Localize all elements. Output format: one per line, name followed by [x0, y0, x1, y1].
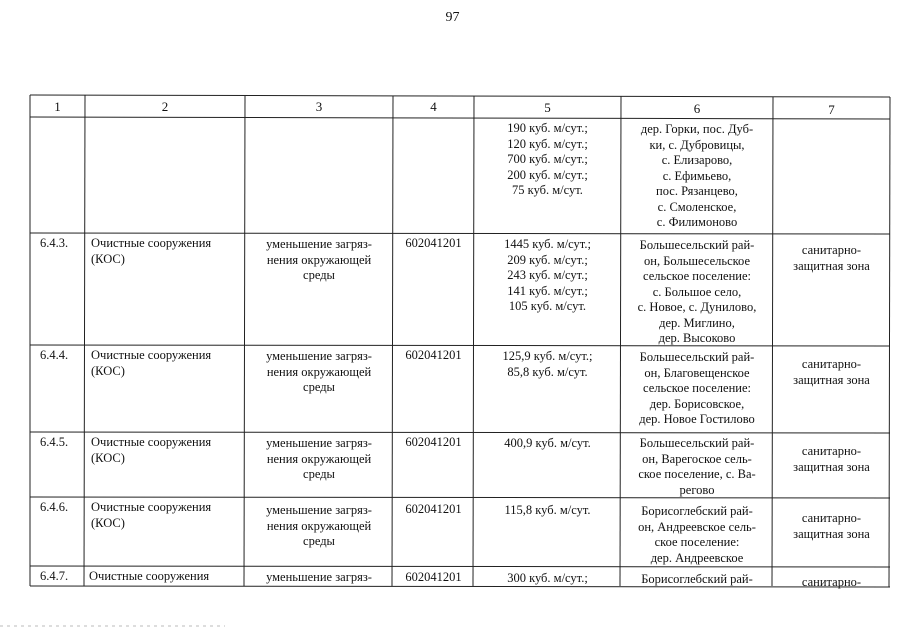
- table-cell-location: дер. Горки, пос. Дуб- ки, с. Дубровицы, с. Елизарово, с. Ефимьево, пос. Рязанцево, с. Смоленское, с. Филимоново: [640, 122, 754, 229]
- table-cell-name: Очистные сооружения (КОС): [91, 500, 212, 530]
- table-cell-capacity: 125,9 куб. м/сут.; 85,8 куб. м/сут.: [502, 349, 593, 379]
- table-cell-purpose: уменьшение загряз- нения окружающей среды: [266, 237, 372, 282]
- table-cell-zone: санитарно- защитная зона: [793, 357, 870, 387]
- table-cell-code: 602041201: [405, 348, 462, 362]
- header-col-3: 3: [315, 99, 323, 114]
- table-cell-location: Большесельский рай- он, Большесельское сельское поселение: с. Большое село, с. Новое, с. Дунилово, дер. Миглино, дер. Высоково: [637, 238, 757, 345]
- table-cell-zone: санитарно-: [801, 575, 862, 589]
- table-cell-code: 602041201: [405, 570, 462, 584]
- table-cell-location: Большесельский рай- он, Благовещенское сельское поселение: дер. Борисовское, дер. Новое Гостилово: [639, 350, 755, 426]
- table-cell-capacity: 300 куб. м/сут.;: [507, 571, 588, 585]
- table-cell-purpose: уменьшение загряз- нения окружающей среды: [266, 503, 372, 548]
- table-cell-num: 6.4.6.: [40, 500, 69, 514]
- table-cell-capacity: 400,9 куб. м/сут.: [504, 436, 591, 450]
- table-cell-code: 602041201: [405, 236, 462, 250]
- table-cell-capacity: 190 куб. м/сут.; 120 куб. м/сут.; 700 куб. м/сут.; 200 куб. м/сут.; 75 куб. м/сут.: [507, 121, 588, 197]
- table-cell-location: Большесельский рай- он, Варегоское сель- ское поселение, с. Ва- регово: [638, 436, 756, 497]
- header-col-2: 2: [161, 99, 169, 114]
- header-col-7: 7: [828, 102, 835, 117]
- header-col-1: 1: [54, 99, 61, 114]
- table-cell-location: Борисоглебский рай- он, Андреевское сель- ское поселение: дер. Андреевское: [638, 504, 756, 565]
- table-cell-name: Очистные сооружения (КОС): [91, 435, 212, 465]
- table-cell-name: Очистные сооружения: [89, 569, 210, 583]
- table-cell-num: 6.4.3.: [40, 236, 69, 250]
- table-cell-zone: санитарно- защитная зона: [793, 243, 870, 273]
- table-cell-num: 6.4.4.: [40, 348, 69, 362]
- table-cell-location: Борисоглебский рай-: [641, 572, 753, 586]
- table-cell-purpose: уменьшение загряз- нения окружающей среды: [266, 436, 372, 481]
- table-cell-num: 6.4.5.: [40, 435, 69, 449]
- table-cell-name: Очистные сооружения (КОС): [91, 348, 212, 378]
- table-cell-purpose: уменьшение загряз-: [266, 570, 372, 584]
- table-cell-name: Очистные сооружения (КОС): [91, 236, 212, 266]
- table-cell-num: 6.4.7.: [40, 569, 69, 583]
- page-number: 97: [445, 10, 460, 25]
- table-cell-zone: санитарно- защитная зона: [793, 444, 870, 474]
- table-cell-code: 602041201: [405, 435, 462, 449]
- header-col-5: 5: [544, 100, 551, 115]
- table-cell-capacity: 115,8 куб. м/сут.: [504, 503, 591, 517]
- table-cell-purpose: уменьшение загряз- нения окружающей среды: [266, 349, 372, 394]
- table-cell-code: 602041201: [405, 502, 462, 516]
- table-cell-capacity: 1445 куб. м/сут.; 209 куб. м/сут.; 243 куб. м/сут.; 141 куб. м/сут.; 105 куб. м/сут.: [504, 237, 591, 313]
- table-cell-zone: санитарно- защитная зона: [793, 511, 870, 541]
- header-col-6: 6: [693, 101, 701, 116]
- header-col-4: 4: [430, 99, 437, 114]
